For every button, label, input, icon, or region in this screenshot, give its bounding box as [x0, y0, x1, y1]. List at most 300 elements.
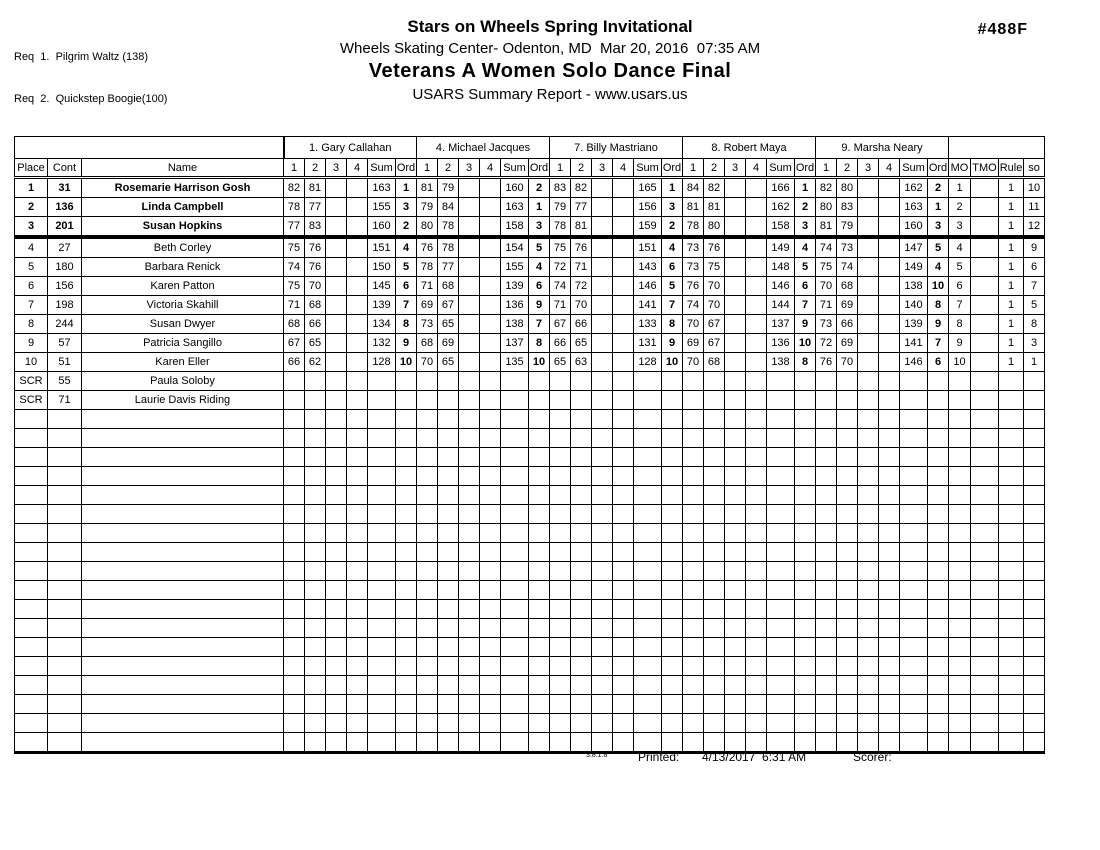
empty-row [15, 524, 1045, 543]
ord-cell: 9 [529, 296, 550, 315]
score-cell [438, 543, 459, 562]
place-cell [15, 714, 48, 733]
so-cell [1024, 600, 1045, 619]
score-cell: 78 [683, 217, 704, 238]
tmo-cell [971, 638, 999, 657]
ord-cell: 8 [928, 296, 949, 315]
name-cell: Karen Eller [82, 353, 284, 372]
score-cell: 83 [837, 198, 858, 217]
mo-cell [949, 486, 971, 505]
score-cell [550, 410, 571, 429]
ord-cell [795, 410, 816, 429]
name-cell: Susan Hopkins [82, 217, 284, 238]
score-cell [592, 315, 613, 334]
name-cell [82, 467, 284, 486]
score-cell [571, 676, 592, 695]
score-cell [613, 562, 634, 581]
score-cell [879, 676, 900, 695]
ord-cell [396, 638, 417, 657]
score-cell [683, 524, 704, 543]
score-cell [571, 467, 592, 486]
score-cell: 74 [816, 237, 837, 258]
rule-cell [999, 695, 1024, 714]
place-cell [15, 543, 48, 562]
ord-cell [795, 676, 816, 695]
ord-cell [795, 505, 816, 524]
score-cell [459, 695, 480, 714]
score-cell [879, 714, 900, 733]
score-cell: 83 [305, 217, 326, 238]
score-cell: 73 [683, 258, 704, 277]
ord-cell [396, 600, 417, 619]
score-cell [592, 543, 613, 562]
sum-cell [368, 581, 396, 600]
score-cell [858, 334, 879, 353]
ord-cell [529, 372, 550, 391]
score-cell [725, 277, 746, 296]
score-cell: 70 [683, 315, 704, 334]
score-cell [592, 429, 613, 448]
score-cell [417, 619, 438, 638]
sum-cell [900, 524, 928, 543]
cont-cell [48, 562, 82, 581]
mo-cell [949, 638, 971, 657]
score-cell [858, 296, 879, 315]
mo-cell [949, 505, 971, 524]
sum-cell [767, 391, 795, 410]
ord-cell [928, 372, 949, 391]
score-cell [438, 600, 459, 619]
score-cell [459, 562, 480, 581]
score-cell [683, 695, 704, 714]
score-cell [284, 505, 305, 524]
ord-cell [529, 600, 550, 619]
score-cell [284, 695, 305, 714]
score-cell: 70 [704, 296, 725, 315]
printed-label: Printed: [638, 750, 680, 764]
ord-cell: 10 [396, 353, 417, 372]
ord-cell: 3 [529, 217, 550, 238]
rule-cell: 1 [999, 258, 1024, 277]
judge-header-spacer-right [949, 137, 1045, 159]
score-cell [347, 714, 368, 733]
score-cell [438, 676, 459, 695]
score-cell [613, 372, 634, 391]
score-cell [613, 353, 634, 372]
score-cell [438, 448, 459, 467]
score-cell [284, 638, 305, 657]
score-cell [284, 600, 305, 619]
ord-cell: 4 [662, 237, 683, 258]
score-cell: 84 [683, 178, 704, 198]
sum-cell [767, 448, 795, 467]
score-cell [571, 695, 592, 714]
ord-cell [795, 448, 816, 467]
sum-cell [368, 448, 396, 467]
ord-cell [396, 410, 417, 429]
score-cell [550, 429, 571, 448]
sum-cell: 148 [767, 258, 795, 277]
ord-cell [396, 467, 417, 486]
score-cell [613, 524, 634, 543]
score-cell [613, 391, 634, 410]
score-cell [879, 277, 900, 296]
ord-cell: 10 [795, 334, 816, 353]
ord-cell [662, 486, 683, 505]
sum-cell [501, 695, 529, 714]
score-cell [347, 198, 368, 217]
rule-cell [999, 562, 1024, 581]
score-cell: 69 [417, 296, 438, 315]
col-header-mark-1: 1 [550, 159, 571, 178]
cont-cell: 244 [48, 315, 82, 334]
score-cell [347, 334, 368, 353]
score-cell: 81 [816, 217, 837, 238]
ord-cell [795, 391, 816, 410]
score-cell [816, 391, 837, 410]
sum-cell [767, 543, 795, 562]
col-header-place: Place [15, 159, 48, 178]
score-cell [858, 277, 879, 296]
score-cell [879, 505, 900, 524]
name-cell: Laurie Davis Riding [82, 391, 284, 410]
score-cell [417, 676, 438, 695]
score-cell [837, 391, 858, 410]
score-cell [550, 524, 571, 543]
score-cell: 65 [550, 353, 571, 372]
sum-cell: 146 [767, 277, 795, 296]
score-cell: 69 [683, 334, 704, 353]
score-cell: 67 [438, 296, 459, 315]
ord-cell [928, 429, 949, 448]
score-cell [592, 237, 613, 258]
score-cell [326, 448, 347, 467]
score-cell: 75 [284, 277, 305, 296]
place-cell [15, 524, 48, 543]
result-row [15, 353, 1045, 372]
ord-cell: 2 [928, 178, 949, 198]
score-cell [879, 657, 900, 676]
score-cell [683, 638, 704, 657]
name-cell [82, 448, 284, 467]
ord-cell [795, 562, 816, 581]
score-cell [837, 429, 858, 448]
score-cell [725, 638, 746, 657]
name-cell: Barbara Renick [82, 258, 284, 277]
mo-cell: 2 [949, 198, 971, 217]
score-cell [326, 638, 347, 657]
sum-cell: 158 [501, 217, 529, 238]
mo-cell [949, 562, 971, 581]
score-cell [480, 410, 501, 429]
score-cell [284, 524, 305, 543]
score-cell: 81 [305, 178, 326, 198]
score-cell [725, 237, 746, 258]
score-cell: 66 [284, 353, 305, 372]
score-cell [746, 543, 767, 562]
col-header-sum: Sum [900, 159, 928, 178]
score-cell [683, 429, 704, 448]
name-cell: Susan Dwyer [82, 315, 284, 334]
ord-cell [795, 429, 816, 448]
score-cell [550, 467, 571, 486]
ord-cell [396, 695, 417, 714]
score-cell [592, 695, 613, 714]
mo-cell: 6 [949, 277, 971, 296]
ord-cell [928, 448, 949, 467]
score-cell: 82 [704, 178, 725, 198]
ord-cell: 5 [529, 237, 550, 258]
ord-cell [662, 657, 683, 676]
score-cell [746, 334, 767, 353]
score-cell [879, 353, 900, 372]
sum-cell [900, 581, 928, 600]
score-cell [858, 467, 879, 486]
col-header-ord: Ord [396, 159, 417, 178]
score-cell [592, 372, 613, 391]
score-cell [725, 391, 746, 410]
col-header-mark-4: 4 [879, 159, 900, 178]
name-cell: Linda Campbell [82, 198, 284, 217]
so-cell: 8 [1024, 315, 1045, 334]
score-cell [704, 429, 725, 448]
ord-cell [396, 524, 417, 543]
score-cell [879, 372, 900, 391]
score-cell: 67 [284, 334, 305, 353]
score-cell: 65 [438, 353, 459, 372]
score-cell [858, 714, 879, 733]
score-cell [704, 657, 725, 676]
name-cell [82, 638, 284, 657]
sum-cell: 163 [501, 198, 529, 217]
ord-cell [662, 562, 683, 581]
sum-cell: 136 [501, 296, 529, 315]
ord-cell [529, 638, 550, 657]
sum-cell [368, 619, 396, 638]
score-cell [550, 638, 571, 657]
name-cell [82, 657, 284, 676]
rule-cell [999, 448, 1024, 467]
score-cell [725, 315, 746, 334]
tmo-cell [971, 198, 999, 217]
score-cell [480, 277, 501, 296]
so-cell: 11 [1024, 198, 1045, 217]
score-cell [746, 695, 767, 714]
ord-cell [662, 429, 683, 448]
score-cell [592, 178, 613, 198]
ord-cell [928, 467, 949, 486]
score-cell [725, 543, 746, 562]
score-cell [417, 391, 438, 410]
score-cell: 67 [704, 334, 725, 353]
tmo-cell [971, 562, 999, 581]
score-cell [550, 581, 571, 600]
score-cell: 78 [550, 217, 571, 238]
score-cell [571, 372, 592, 391]
score-cell [480, 429, 501, 448]
tmo-cell [971, 277, 999, 296]
score-cell [613, 619, 634, 638]
sum-cell: 132 [368, 334, 396, 353]
score-cell: 68 [438, 277, 459, 296]
col-header-mark-3: 3 [858, 159, 879, 178]
score-cell [284, 581, 305, 600]
competition-title: Stars on Wheels Spring Invitational [407, 17, 693, 36]
score-cell [326, 258, 347, 277]
so-cell [1024, 714, 1045, 733]
sum-cell [368, 505, 396, 524]
score-cell: 78 [438, 217, 459, 238]
score-cell [459, 334, 480, 353]
tmo-cell [971, 178, 999, 198]
score-cell [438, 505, 459, 524]
mo-cell [949, 619, 971, 638]
score-cell [550, 505, 571, 524]
ord-cell [529, 410, 550, 429]
score-cell [858, 391, 879, 410]
score-cell [550, 619, 571, 638]
ord-cell: 7 [396, 296, 417, 315]
score-cell [284, 448, 305, 467]
score-cell: 66 [571, 315, 592, 334]
score-cell [816, 600, 837, 619]
score-cell [746, 372, 767, 391]
cont-cell: 136 [48, 198, 82, 217]
sum-cell [767, 372, 795, 391]
score-cell [326, 198, 347, 217]
rule-cell [999, 372, 1024, 391]
mo-cell [949, 410, 971, 429]
ord-cell [795, 467, 816, 486]
score-cell [592, 410, 613, 429]
score-cell [837, 600, 858, 619]
sum-cell [767, 714, 795, 733]
score-cell [858, 505, 879, 524]
score-cell [858, 695, 879, 714]
score-cell [725, 198, 746, 217]
cont-cell: 201 [48, 217, 82, 238]
ord-cell [529, 505, 550, 524]
score-cell [746, 676, 767, 695]
place-cell: SCR [15, 391, 48, 410]
score-cell: 66 [837, 315, 858, 334]
sum-cell [900, 372, 928, 391]
tmo-cell [971, 524, 999, 543]
ord-cell [795, 372, 816, 391]
cont-cell [48, 524, 82, 543]
score-cell: 80 [816, 198, 837, 217]
rule-cell [999, 657, 1024, 676]
score-cell [326, 372, 347, 391]
ord-cell: 7 [795, 296, 816, 315]
sum-cell [900, 410, 928, 429]
ord-cell [396, 448, 417, 467]
tmo-cell [971, 429, 999, 448]
score-cell [858, 619, 879, 638]
ord-cell: 4 [928, 258, 949, 277]
score-cell [459, 486, 480, 505]
score-cell [746, 714, 767, 733]
name-cell [82, 600, 284, 619]
score-cell [613, 505, 634, 524]
score-cell [550, 372, 571, 391]
score-cell: 71 [571, 258, 592, 277]
cont-cell: 180 [48, 258, 82, 277]
score-cell [858, 198, 879, 217]
cont-cell [48, 543, 82, 562]
ord-cell [529, 695, 550, 714]
ord-cell [529, 448, 550, 467]
sum-cell [501, 581, 529, 600]
score-cell [704, 562, 725, 581]
ord-cell: 7 [529, 315, 550, 334]
ord-cell [795, 695, 816, 714]
score-cell [725, 600, 746, 619]
score-cell [725, 562, 746, 581]
col-header-ord: Ord [529, 159, 550, 178]
score-cell [704, 676, 725, 695]
mo-cell: 7 [949, 296, 971, 315]
score-cell: 74 [837, 258, 858, 277]
sum-cell [900, 676, 928, 695]
sum-cell [501, 543, 529, 562]
score-cell [459, 619, 480, 638]
ord-cell [662, 467, 683, 486]
score-cell [683, 505, 704, 524]
ord-cell [662, 600, 683, 619]
score-cell: 79 [837, 217, 858, 238]
mo-cell: 10 [949, 353, 971, 372]
score-cell [459, 353, 480, 372]
score-cell [417, 543, 438, 562]
score-cell [816, 562, 837, 581]
score-cell [879, 562, 900, 581]
score-cell [459, 391, 480, 410]
sum-cell [501, 448, 529, 467]
ord-cell [662, 581, 683, 600]
ord-cell: 8 [529, 334, 550, 353]
score-cell [592, 619, 613, 638]
result-row [15, 372, 1045, 391]
score-cell [592, 581, 613, 600]
score-cell [613, 334, 634, 353]
score-cell [284, 410, 305, 429]
score-cell [746, 353, 767, 372]
score-cell [417, 448, 438, 467]
score-cell [704, 505, 725, 524]
score-cell [480, 296, 501, 315]
score-cell [347, 258, 368, 277]
empty-row [15, 619, 1045, 638]
score-cell [347, 429, 368, 448]
score-cell [858, 448, 879, 467]
so-cell [1024, 695, 1045, 714]
col-header-mark-3: 3 [326, 159, 347, 178]
place-cell [15, 486, 48, 505]
score-cell [305, 562, 326, 581]
score-cell [480, 695, 501, 714]
ord-cell: 6 [928, 353, 949, 372]
empty-row [15, 695, 1045, 714]
empty-row [15, 676, 1045, 695]
sum-cell [501, 505, 529, 524]
rule-cell [999, 600, 1024, 619]
rule-cell: 1 [999, 277, 1024, 296]
score-cell [613, 676, 634, 695]
score-cell [683, 410, 704, 429]
score-cell [305, 448, 326, 467]
score-cell [480, 237, 501, 258]
